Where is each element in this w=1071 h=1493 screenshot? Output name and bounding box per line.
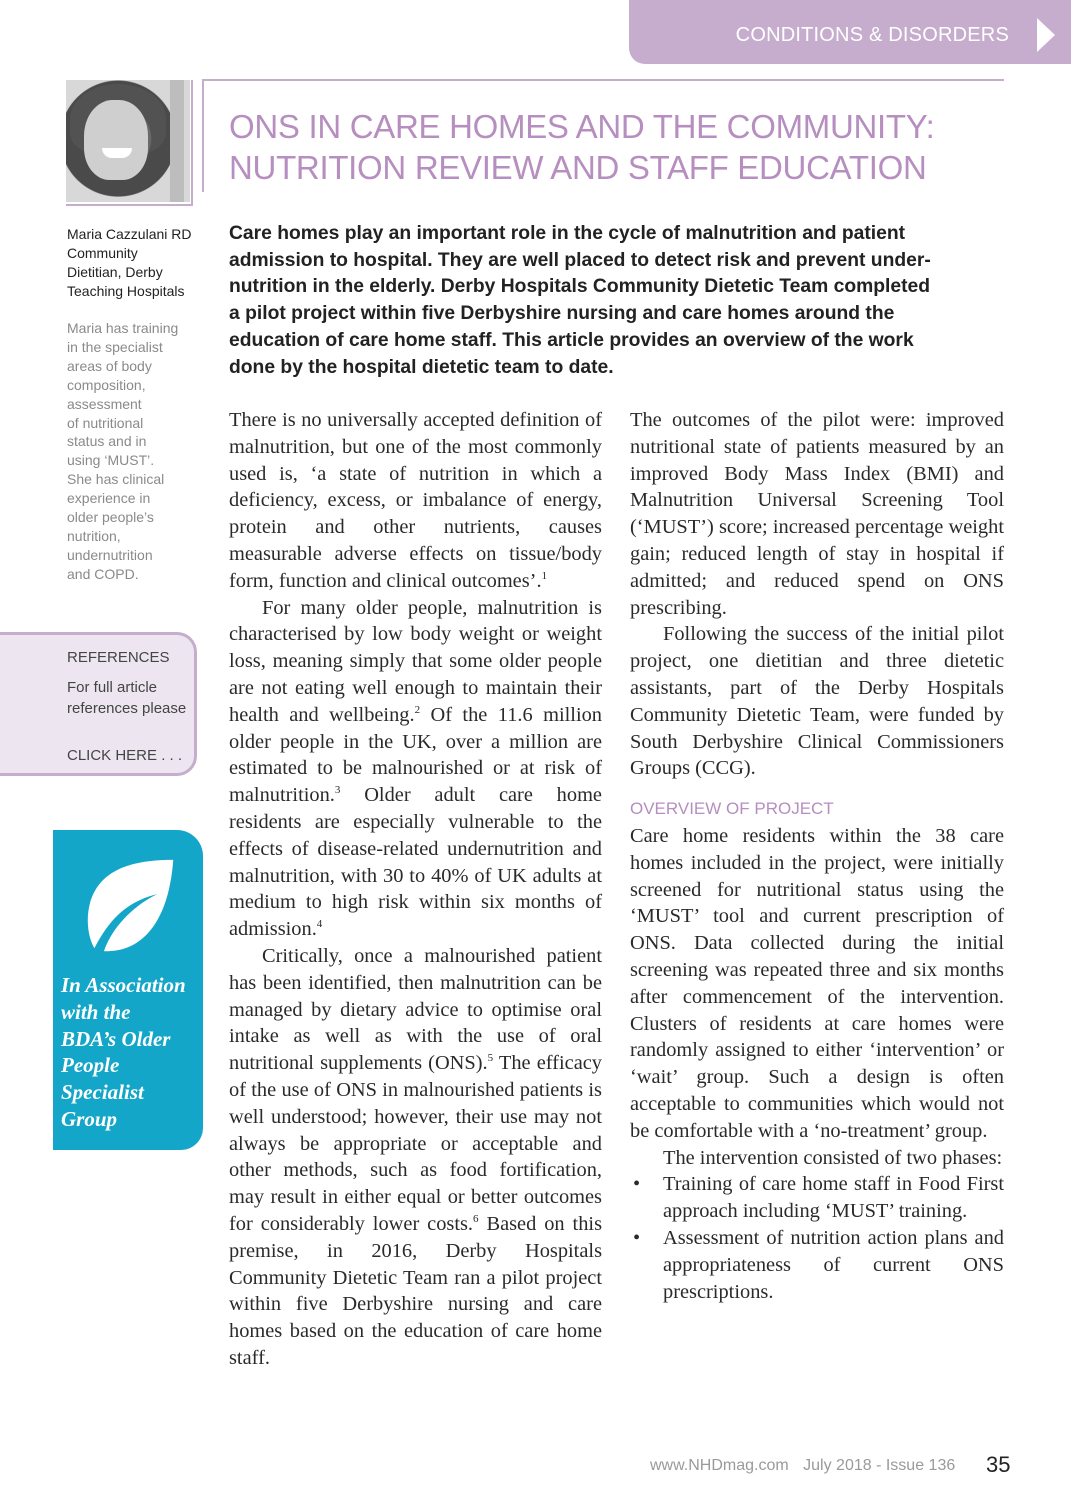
author-bio-line: composition, [67, 376, 146, 393]
section-subheading: OVERVIEW OF PROJECT [630, 799, 834, 819]
page-number: 35 [986, 1452, 1011, 1477]
references-click-here-link[interactable]: CLICK HERE . . . [67, 747, 183, 764]
play-arrow-icon[interactable] [1037, 18, 1055, 52]
reference-marker[interactable]: 2 [414, 703, 421, 716]
article-title-line: NUTRITION REVIEW AND STAFF EDUCATION [229, 149, 927, 186]
body-paragraph [229, 943, 602, 1372]
standfirst-line: education of care home staff. This article provides an overview of the work [229, 329, 914, 351]
author-bio-line: of nutritional [67, 414, 144, 431]
association-text-line: Specialist [61, 1080, 144, 1105]
author-bio-line: and COPD. [67, 565, 139, 582]
author-name [67, 225, 207, 301]
reference-marker[interactable]: 6 [473, 1212, 479, 1225]
photo-background-shape [170, 80, 184, 202]
list-item-text: Assessment of nutrition action plans and appropriateness of current ONS prescriptions. [663, 1226, 1004, 1303]
body-paragraph [229, 595, 602, 943]
author-photo [66, 80, 190, 202]
author-name-line: Community [67, 245, 138, 261]
body-text: There is no universally accepted definition of malnutrition, but one of the most commonly used is, ‘a state of nutrition in which a deficiency, excess, or imbalance of energy, protein and other nutrients, causes measurable adverse effects on tissue/body form, function and clinical outcomes’. [229, 409, 602, 592]
reference-marker[interactable]: 4 [316, 918, 323, 931]
standfirst-line: done by the hospital dietetic team to date. [229, 356, 614, 378]
body-paragraph: The intervention consisted of two phases: [663, 1146, 1003, 1169]
association-text-line: BDA’s Older [61, 1026, 171, 1051]
reference-marker[interactable]: 5 [487, 1052, 494, 1065]
association-text-line: People [61, 1053, 120, 1078]
reference-marker[interactable]: 3 [334, 784, 341, 797]
body-text: For many older people, malnutrition is characterised by low body weight or weight loss, meaning simply that some older people are not eating well enough to maintain their health and wellbeing. [229, 596, 602, 726]
author-bio-line: nutrition, [67, 527, 121, 544]
references-title: REFERENCES [67, 649, 170, 666]
footer-issue: July 2018 - Issue 136 [803, 1457, 956, 1474]
bullet-icon: • [633, 1173, 641, 1196]
body-column-left [229, 407, 602, 1372]
author-photo-frame [66, 80, 193, 206]
section-tab[interactable] [629, 0, 1071, 64]
author-bio-line: areas of body [67, 357, 152, 374]
list-item [630, 1225, 1004, 1305]
standfirst-line: Care homes play an important role in the cycle of malnutrition and patient [229, 223, 906, 244]
author-bio-line: using ‘MUST’. [67, 452, 155, 469]
photo-face-shape [84, 100, 148, 180]
author-bio-line: in the specialist [67, 338, 163, 355]
body-text: Based on this premise, in 2016, Derby Hospitals Community Dietetic Team ran a pilot project within five Derbyshire nursing and care homes based on the education of care home staff. [229, 1212, 602, 1369]
author-bio-line: undernutrition [67, 546, 153, 563]
author-bio-line: Maria has training [67, 320, 179, 336]
leaf-icon [83, 858, 178, 953]
page-footer [650, 1457, 955, 1475]
references-box [0, 632, 197, 776]
association-text-line: with the [61, 999, 131, 1024]
association-box [53, 830, 203, 1150]
title-frame-left-rule [202, 79, 204, 192]
author-name-line: Dietitian, Derby [67, 264, 163, 280]
body-column-right [630, 407, 1004, 1305]
references-text: For full article references please [67, 679, 187, 717]
author-bio-line: assessment [67, 395, 142, 412]
body-paragraph: The outcomes of the pilot were: improved nutritional state of patients measured by an improved Body Mass Index (BMI) and Malnutrition Universal Screening Tool (‘MUST’) score; increased percentage weight gain; reduced length of stay in hospital if admitted; and reduced spend on ONS prescribing. [630, 409, 1004, 619]
body-text: Older adult care home residents are especially vulnerable to the effects of disease-related undernutrition and malnutrition, with 30 to 40% of UK adults at medium to high risk within six months of admission. [229, 784, 602, 941]
author-bio-line: She has clinical [67, 471, 165, 488]
author-bio-line: older people’s [67, 509, 154, 526]
footer-site-link[interactable]: www.NHDmag.com [650, 1457, 789, 1474]
article-title [229, 106, 1019, 188]
list-item [630, 1171, 1004, 1225]
body-text: The efficacy of the use of ONS in malnourished patients is well understood; however, their use may not always be appropriate or acceptable and other methods, such as food fortification, may result in either equal or better outcomes for considerably lower costs. [229, 1052, 602, 1235]
association-text-line: In Association [61, 973, 186, 997]
association-text-line: Group [61, 1106, 118, 1131]
body-paragraph: Following the success of the initial pilot project, one dietitian and three dietetic assistants, part of the Derby Hospitals Community Dietetic Team, were funded by South Derbyshire Clinical Commissioners Groups (CCG). [630, 623, 1004, 780]
association-text [61, 972, 201, 1133]
standfirst-line: admission to hospital. They are well placed to detect risk and prevent under- [229, 249, 931, 271]
standfirst-line: a pilot project within five Derbyshire nursing and care homes around the [229, 303, 895, 325]
article-title-line: ONS IN CARE HOMES AND THE COMMUNITY: [229, 108, 935, 145]
reference-marker[interactable]: 1 [541, 569, 548, 582]
body-text: Critically, once a malnourished patient has been identified, then malnutrition can be managed by dietary advice to optimise oral intake as well as with the use of oral nutritional supplements (ONS). [229, 944, 602, 1075]
bullet-icon: • [633, 1226, 641, 1249]
section-label: CONDITIONS & DISORDERS [735, 23, 1009, 46]
body-paragraph: Care home residents within the 38 care homes included in the project, were initially screened for nutritional status using the ‘MUST’ tool and current prescription of ONS. Data collected during the initial screening was repeated three and six months after commencement of the intervention. Clusters of residents at care homes were randomly assigned to either ‘intervention’ or ‘wait’ group. Such a design is often acceptable to communities which would not be comfortable with a ‘no-treatment’ group. [630, 824, 1004, 1142]
body-text: Of the 11.6 million older people in the UK, over a million are estimated to be malnourished or at risk of malnutrition. [229, 703, 602, 807]
author-name-line: Maria Cazzulani RD [67, 226, 192, 242]
author-name-line: Teaching Hospitals [67, 283, 185, 299]
standfirst-line: nutrition in the elderly. Derby Hospitals Community Dietetic Team completed [229, 276, 931, 298]
author-bio [67, 319, 207, 584]
standfirst [229, 221, 1009, 381]
list-item-text: Training of care home staff in Food First approach including ‘MUST’ training. [663, 1173, 1004, 1223]
intervention-phases-list [630, 1171, 1004, 1305]
title-frame-top-rule [202, 79, 1004, 81]
author-bio-line: experience in [67, 490, 151, 507]
author-bio-line: status and in [67, 433, 147, 450]
body-paragraph [229, 407, 602, 595]
